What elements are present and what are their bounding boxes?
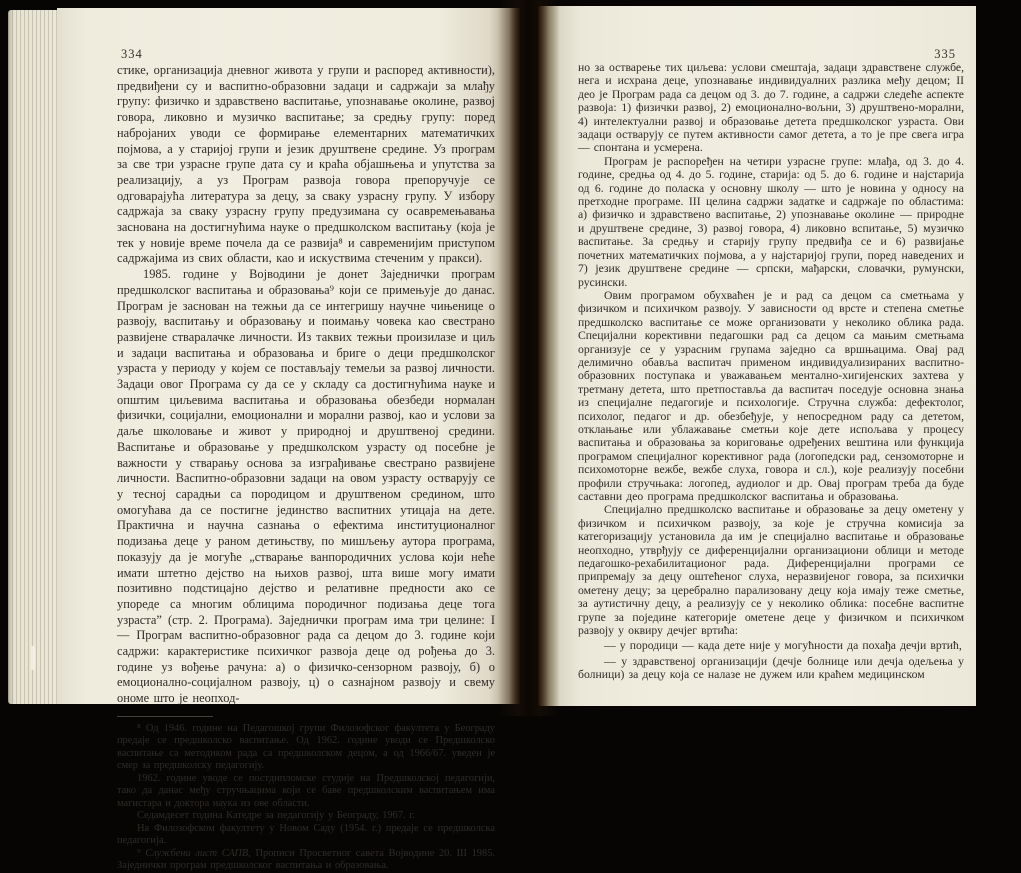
footnote-8-cont: Седамдесет година Катедре за педагогију у Београду, 1967. г. (137, 810, 415, 822)
paragraph: 1985. године у Војводини је донет Заједнички програм предшколског васпитања и образовања⁹ који се примењује до данас. Програм је заснован на тежњи да се интегришу научне чињенице о развоју, васпитању и образовању и поимању човека као свестрано развијене стваралачке личности. Из таквих тежњи произилазе и циљ и задаци васпитања и образовања и бриге о деци предшколског узраста у периоду у којем се постављају темељи за развој личности. Задаци овог Програма су да се у складу са достигнућима науке и општим циљевима васпитања и образовања обезбеди нормалан физички, социјални, емоционални и морални развој, као и услови за даље школовање и живот у природној и друштвеној средини. Васпитање и образовање у предшколском узрасту од посебне је важности у стварању основа за изграђивање свестрано развијене личности. Васпитно-образовни задаци на овом узрасту остварују се у тесној сарадњи са породицом и друштвеном средином, што омогућава да се постигне јединство васпитних утицаја на дете. Практична и научна сазнања о ефектима институционалног подизања деце у раном детињству, по мишљењу аутора програма, показују да је могуће „стварање ванпородичних услова који неће имати штетно дејство на њихов развој, шта више могу имати позитивно подстицајно дејство и релативне предности ако се упореде са многим облицима породичног подизања деце тога узраста” (стр. 2. Програма). Заједнички програм има три целине: I — Програм васпитно-образовног рада са децом до 3. године који садржи: карактеристике психичког развоја деце од рођења до 3. године уз вођење рачуна: а) о физичко-сензорном развоју, б) о емоционално-социјалном развоју, ц) о сазнајном развоју и свему ономе што је неопход- (117, 267, 495, 706)
list-item-dash: — у здравственој организацији (дечје болнице или дечја одељења у болници) за децу која се налазе не дужем или краћем медицинском (578, 654, 964, 682)
footnote-8-cont: На Филозофском факултету у Новом Саду (1954. г.) предаје се предшколска педагогија. (117, 822, 495, 847)
page-number-right: 335 (934, 47, 956, 61)
paragraph: Специјално предшколско васпитање и образовање за децу ометену у физичком и психичком развоју, за које је стручна комисија за категоризацију установила да им је специјално васпитање и образовање неопходно, утврђују се диференцијални организациони облици и методе педагошко-рехабилитационог рада. Диференцијални програми се припремају за децу оштећеног слуха, неразвијеног говора, за психички ометену децу; за церебрално парализовану децу која имају теже сметње, за аутистичну децу, а реализују се у неколико облика: посебне васпитне групе за поједине категорије ометене деце у физичком и психичком развоју у оквиру дечјег вртића: (578, 503, 964, 638)
footnote-9 (117, 848, 495, 873)
page-edges-left (8, 10, 58, 704)
paragraph: Овим програмом обухваћен је и рад са децом са сметњама у физичком и психичком развоју. У зависности од врсте и степена сметње предшколско васпитање се може организовати у неколико облика рада. Специјални корективни педагошки рад са децом са мањим сметњама организује се у узрасним групама заједно са вршњацима. Овај рад делимично обавља васпитач применом индивидуализираних васпитно-образовних поступака и уважавањем ментално-хигијенских захтева у третману детета, што претпоставља да васпитач поседује основна знања из специјалне педагогије и психологије. Стручна служба: дефектолог, психолог, педагог и др. обезбеђује, у непосредном раду са дететом, отклањање или ублажавање сметњи које дете испољава у процесу васпитања и образовања за кориговање одређених вештина или функција програмом специјалног корективног рада (логопедски рад, сензомоторне и психомоторне вежбе, вежбе слуха, говора и сл.), које реализују посебни профили стручњака: логопед, аудиолог и др. Овај програм треба да буде саставни део програма предшколског васпитања и образовања. (578, 288, 964, 503)
footnote-8: ⁸ Од 1946. године на Педагошкој групи Филозофског факултета у Београду предаје се предшколско васпитање. Од 1962. године уводи се Предшколско васпитање са методиком рада са предшколском децом, а од 1966/67. уведен је смер за предшколску педагогију. (117, 722, 495, 772)
left-page-text (117, 63, 495, 873)
paragraph: стике, организација дневног живота у групи и распоред активности), предвиђени су и васпитно-образовни задаци и садржаји за млађу групу: физичко и здравствено васпитање, упознавање околине, развој говора, ликовно и музичко васпитање; за средњу групу: поред набројаних уводи се формирање елементарних математичких појмова, а у старијој групи и језик друштвене средине. Уз програм за све три узрасне групе дата су и краћа објашњења и упутства за реализацију, а уз Програм развоја говора препоручује се одговарајућа литература за децу, за сваку узрасну групу. У избору садржаја за сваку узрасну групу предузимана су осавремењавања заснована на достигнућима науке о предшколском васпитању (која је тек у новије време почела да се развија⁸ и савременијим приступом садржајима из свих области, као и искуствима стеченим у пракси). (117, 63, 495, 266)
paragraph: но за остварење тих циљева: услови смештаја, задаци здравствене службе, нега и исхрана деце, упознавање индивидуалних разлика међу децом; II део је Програм рада са децом од 3. до 7. године, а садржи следеће аспекте развоја: 1) физички развој, 2) емоционално-вољни, 3) друштвено-морални, 4) интелектуални развој и образовање детета предшколског узраста. Ови задаци остварују се путем активности самог детета, а то је пре свега игра — спонтана и усмерена. (578, 61, 964, 155)
paragraph: Програм је распоређен на четири узрасне групе: млађа, од 3. до 4. године, средња од 4. до 5. године, старија: од 5. до 6. године и најстарија од 6. године до поласка у основну школу — што је новина у односу на претходне програме. III целина садржи задатке и садржаје по областима: а) физичко и здравствено васпитање, 2) упознавање околине — природне и друштвене средине, 3) развој говора, 4) ликовно вспитање, 5) музичко васпитање. За средњу и старију групу предвиђа се и 6) развијање почетних математичких појмова, а у најстаријој групи, поред наведених и 7) језик друштвене средине — српски, мађарски, словачки, румунски, русински. (578, 154, 964, 289)
footnote-text: , Прописи Просветног савета Војводине 20. III 1985. Заједнички програм предшколског васпитања и образовања. (117, 847, 495, 872)
list-item-dash: — у породици — када дете није у могућности да похађа дечји вртић, (604, 639, 962, 653)
footnotes (117, 723, 495, 873)
footnote-separator (117, 716, 213, 717)
footnote-marker: ⁹ (137, 847, 146, 859)
footnote-8-cont: 1962. године уводе се постдипломске студије на Предшколској педагогији, тако да данас међу стручњацима који се баве предшколским васпитањем има магистара и доктора наука из ове области. (117, 772, 495, 809)
page-edge-mark (31, 646, 35, 670)
right-page-text (578, 61, 964, 682)
page-number-left: 334 (121, 47, 143, 61)
footnote-source-title: Службени лист САПВ (145, 847, 249, 859)
